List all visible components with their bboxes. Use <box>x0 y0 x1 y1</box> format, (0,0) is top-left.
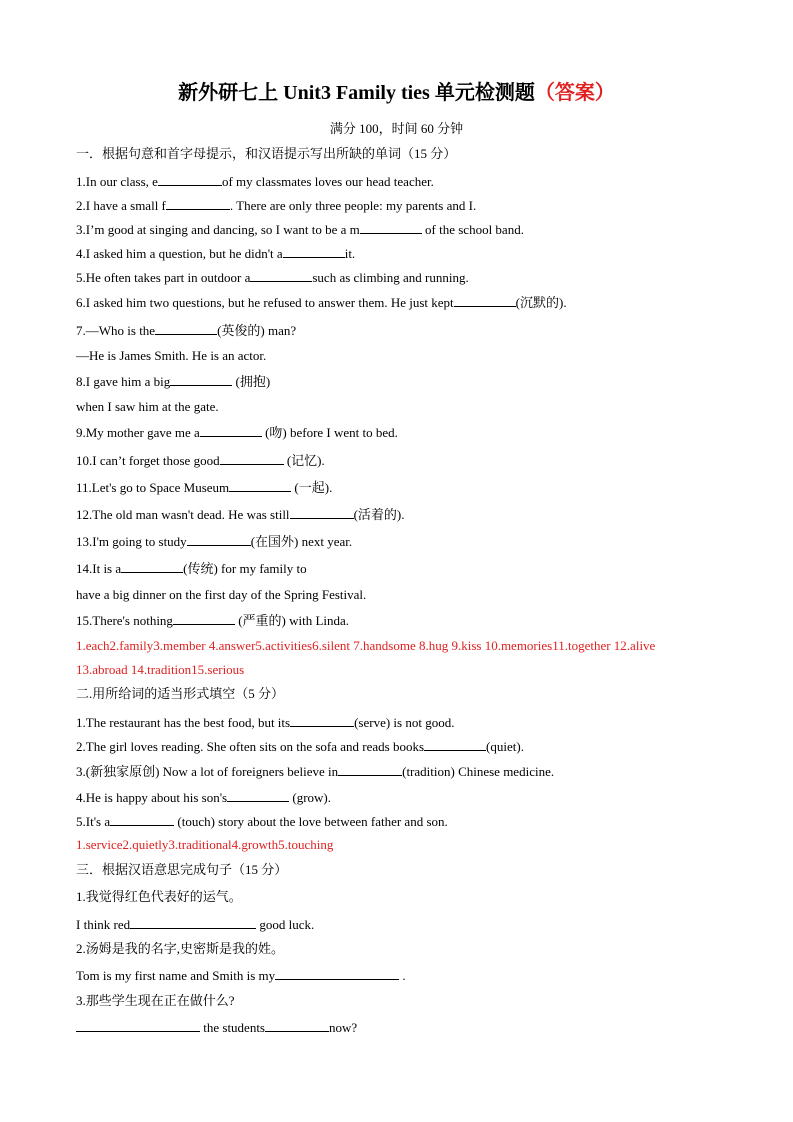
score-time-info: 满分 100，时间 60 分钟 <box>329 121 464 136</box>
answer-blank[interactable] <box>229 479 291 492</box>
answer-blank[interactable] <box>227 789 289 802</box>
answer-blank[interactable] <box>155 322 217 335</box>
s2-question-1: 1.The restaurant has the best food, but its (serve) is not good. <box>76 715 455 730</box>
s3-question-2: Tom is my first name and Smith is my . <box>76 968 406 983</box>
title-main: 新外研七上 Unit3 Family ties 单元检测题 <box>178 82 535 104</box>
s2-question-3: 3.(新独家原创) Now a lot of foreigners believe in (tradition) Chinese medicine. <box>76 764 555 779</box>
answer-blank[interactable] <box>290 506 354 519</box>
s2-question-5: 5.It's a (touch) story about the love between father and son. <box>76 814 448 829</box>
s1-question-13: 13.I'm going to study (在国外) next year. <box>76 534 353 549</box>
answer-blank[interactable] <box>290 714 354 727</box>
s1-question-12: 12.The old man wasn't dead. He was still (活着的). <box>76 507 405 522</box>
section1-heading: 一．根据句意和首字母提示，和汉语提示写出所缺的单词（15 分） <box>76 146 457 161</box>
section2-heading: 二.用所给词的适当形式填空（5 分） <box>76 686 285 701</box>
section3-heading: 三．根据汉语意思完成句子（15 分） <box>76 862 288 877</box>
s1-question-5: 5.He often takes part in outdoor a such as climbing and running. <box>76 270 469 285</box>
s1-question-6: 6.I asked him two questions, but he refused to answer them. He just kept (沉默的). <box>76 295 567 310</box>
s1-question-2: 2.I have a small f . There are only three people: my parents and I. <box>76 198 477 213</box>
answer-blank[interactable] <box>265 1019 329 1032</box>
title-answer-tag: （答案） <box>534 82 615 104</box>
document-title <box>0 76 793 105</box>
answer-blank[interactable] <box>187 533 251 546</box>
s1-question-4: 4.I asked him a question, but he didn't a it. <box>76 246 356 261</box>
answer-blank[interactable] <box>170 373 232 386</box>
s1-question-1: 1.In our class, e of my classmates loves our head teacher. <box>76 174 434 189</box>
s2-answers: 1.service2.quietly3.traditional4.growth5.touching <box>76 837 334 852</box>
s3-question-2-cn: 2.汤姆是我的名字,史密斯是我的姓。 <box>76 941 285 956</box>
answer-blank[interactable] <box>166 197 230 210</box>
answer-blank[interactable] <box>110 813 174 826</box>
answer-blank[interactable] <box>76 1019 200 1032</box>
answer-blank[interactable] <box>200 424 262 437</box>
s1-question-9: 9.My mother gave me a (吻) before I went to bed. <box>76 425 398 440</box>
answer-blank[interactable] <box>360 221 422 234</box>
answer-blank[interactable] <box>283 245 345 258</box>
answer-blank[interactable] <box>121 560 183 573</box>
answer-blank[interactable] <box>424 738 486 751</box>
s3-question-3: the students now? <box>76 1019 357 1036</box>
answer-blank[interactable] <box>250 269 312 282</box>
answer-blank[interactable] <box>158 173 222 186</box>
s2-question-4: 4.He is happy about his son's (grow). <box>76 790 332 805</box>
s1-question-7: 7.—Who is the (英俊的) man? <box>76 323 297 338</box>
s1-question-3: 3.I’m good at singing and dancing, so I want to be a m of the school band. <box>76 222 524 237</box>
answer-blank[interactable] <box>130 916 256 929</box>
answer-blank[interactable] <box>454 294 516 307</box>
s1-question-11: 11.Let's go to Space Museum (一起). <box>76 480 333 495</box>
s1-question-10: 10.I can’t forget those good (记忆). <box>76 453 325 468</box>
answer-blank[interactable] <box>338 763 402 776</box>
s1-question-15: 15.There's nothing (严重的) with Linda. <box>76 613 350 628</box>
s1-answers-line2: 13.abroad 14.tradition15.serious <box>76 662 245 677</box>
answer-blank[interactable] <box>220 452 284 465</box>
answer-blank[interactable] <box>173 612 235 625</box>
s3-question-1: I think red good luck. <box>76 917 315 932</box>
s1-question-8: 8.I gave him a big (拥抱) <box>76 374 271 389</box>
s1-question-14: 14.It is a (传统) for my family to <box>76 561 307 576</box>
s1-question-7-reply: —He is James Smith. He is an actor. <box>76 348 267 363</box>
s2-question-2: 2.The girl loves reading. She often sits on the sofa and reads books (quiet). <box>76 739 524 754</box>
s1-answers-line1: 1.each2.family3.member 4.answer5.activities6.silent 7.handsome 8.hug 9.kiss 10.memories11.together 12.alive <box>76 638 656 653</box>
s3-question-3-cn: 3.那些学生现在正在做什么? <box>76 993 235 1008</box>
s1-question-14-cont: have a big dinner on the first day of the Spring Festival. <box>76 587 367 602</box>
s1-question-8-cont: when I saw him at the gate. <box>76 399 219 414</box>
s3-question-1-cn: 1.我觉得红色代表好的运气。 <box>76 889 242 904</box>
answer-blank[interactable] <box>275 967 399 980</box>
